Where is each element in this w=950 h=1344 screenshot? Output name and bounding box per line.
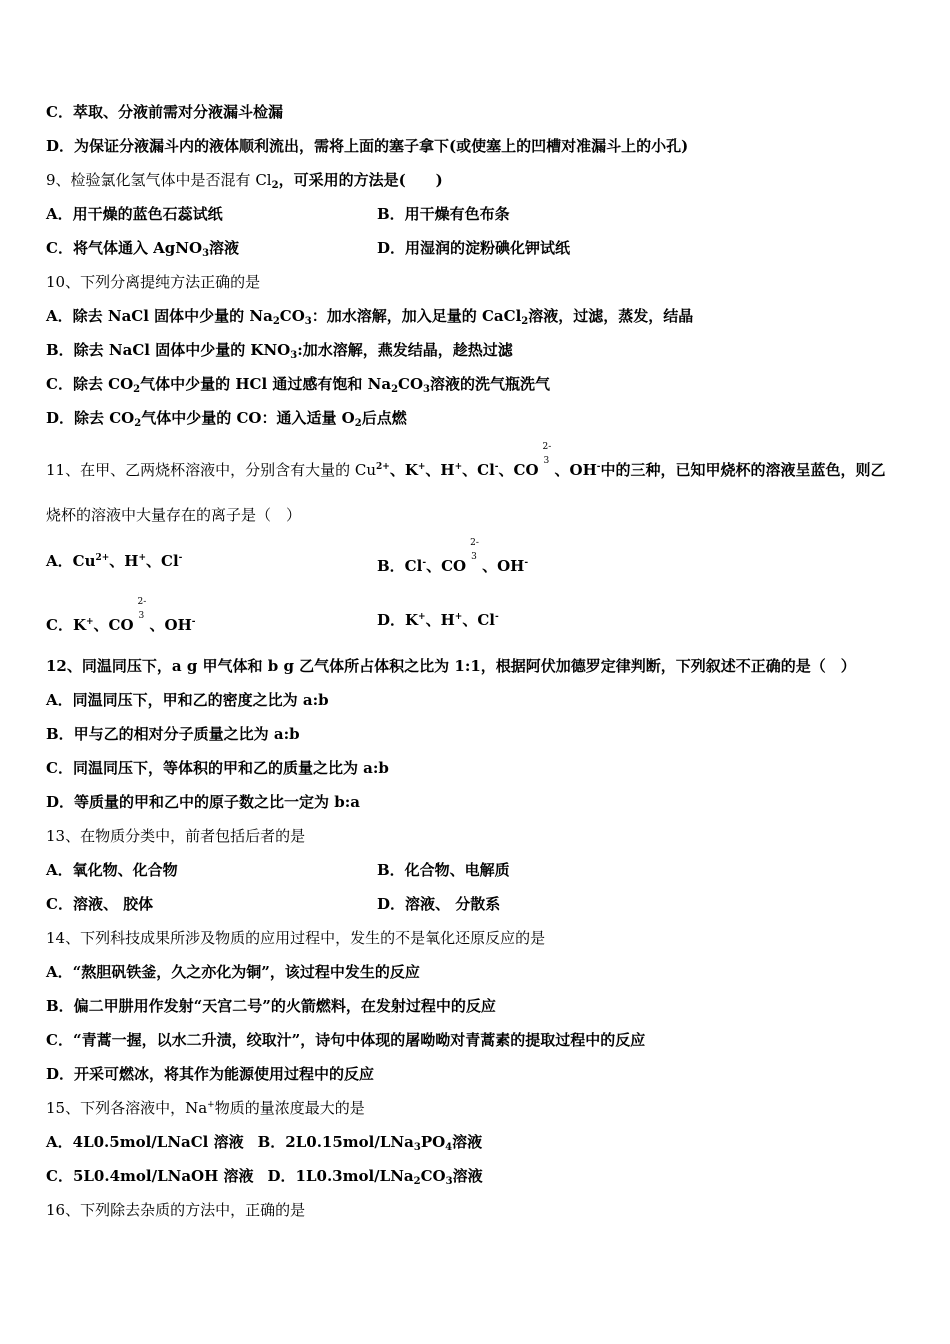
question-14: 14、下列科技成果所涉及物质的应用过程中，发生的不是氧化还原反应的是: [46, 929, 546, 947]
q14-option-c: C．“青蒿一握，以水二升渍，绞取汁”，诗句中体现的屠呦呦对青蒿素的提取过程中的反应: [46, 1031, 646, 1049]
q10-option-b: B．除去 NaCl 固体中少量的 $KNO_3$:加水溶解，燕发结晶，趁热过滤: [46, 341, 513, 361]
q11-option-b: B．Cl-、CO 2- 3 、OH-: [377, 538, 529, 575]
q11-option-d: D．K+、H+、Cl-: [377, 611, 499, 629]
q9-option-b: B．用干燥有色布条: [377, 205, 510, 223]
q13-option-a: A．氧化物、化合物: [46, 861, 178, 879]
q14-option-d: D．开采可燃冰，将其作为能源使用过程中的反应: [46, 1065, 375, 1083]
q12-option-c: C．同温同压下，等体积的甲和乙的质量之比为 a:b: [46, 759, 389, 777]
q13-option-d: D．溶液、 分散系: [377, 895, 501, 913]
q10-option-c: C．除去 $CO_2$气体中少量的 HCl 通过感有饱和 $Na_2CO_3$溶液的洗气瓶洗气: [46, 375, 551, 395]
question-10: 10、下列分离提纯方法正确的是: [46, 273, 261, 291]
question-9: 9、检验氯化氢气体中是否混有 $Cl_2$，可采用的方法是( ): [46, 171, 443, 191]
q11-option-c: C．K+、CO 2- 3 、OH-: [46, 597, 196, 634]
q8-option-c: C．萃取、分液前需对分液漏斗检漏: [46, 103, 283, 121]
question-11-cont: 烧杯的溶液中大量存在的离子是（ ）: [46, 506, 302, 524]
question-11: 11、在甲、乙两烧杯溶液中，分别含有大量的 $Cu^{2+}$、K+、H+、Cl-、CO 2- 3 、OH-中的三种，已知甲烧杯的溶液呈蓝色，则乙: [46, 442, 886, 479]
q8-option-d: D．为保证分液漏斗内的液体顺利流出，需将上面的塞子拿下(或使塞上的凹槽对准漏斗上的小孔): [46, 137, 689, 155]
q13-option-b: B．化合物、电解质: [377, 861, 510, 879]
q10-option-d: D．除去 $CO_2$气体中少量的 CO：通入适量 $O_2$后点燃: [46, 409, 407, 429]
q9-option-a: A．用干燥的蓝色石蕊试纸: [46, 205, 223, 223]
question-16: 16、下列除去杂质的方法中，正确的是: [46, 1201, 306, 1219]
q13-option-c: C．溶液、 胶体: [46, 895, 154, 913]
q14-option-b: B．偏二甲肼用作发射“天宫二号”的火箭燃料，在发射过程中的反应: [46, 997, 496, 1015]
q11-option-a: A．$Cu^{2+}$、H+、Cl-: [46, 552, 183, 570]
q14-option-a: A．“熬胆矾铁釜，久之亦化为铜”，该过程中发生的反应: [46, 963, 420, 981]
q12-option-a: A．同温同压下，甲和乙的密度之比为 a:b: [46, 691, 329, 709]
q9-option-c: C．将气体通入 AgNO$_3$溶液: [46, 239, 240, 259]
q12-option-b: B．甲与乙的相对分子质量之比为 a:b: [46, 725, 300, 743]
question-13: 13、在物质分类中，前者包括后者的是: [46, 827, 306, 845]
q15-options-cd: C．5L0.4mol/LNaOH 溶液 D．$1L0.3mol/LNa_2CO_3$溶液: [46, 1167, 483, 1187]
q12-option-d: D．等质量的甲和乙中的原子数之比一定为 b:a: [46, 793, 360, 811]
q15-options-ab: A．4L0.5mol/LNaCl 溶液 B．$2L0.15mol/LNa_3PO_4$溶液: [46, 1133, 483, 1153]
question-15: 15、下列各溶液中，Na+物质的量浓度最大的是: [46, 1099, 365, 1117]
question-12: 12、同温同压下，a g 甲气体和 b g 乙气体所占体积之比为 1:1，根据阿伏加德罗定律判断，下列叙述不正确的是（ ）: [46, 657, 856, 675]
q9-option-d: D．用湿润的淀粉碘化钾试纸: [377, 239, 571, 257]
q10-option-a: A．除去 NaCl 固体中少量的 $Na_2CO_3$：加水溶解，加入足量的 CaCl$_2$溶液，过滤，蒸发，结晶: [46, 307, 694, 327]
